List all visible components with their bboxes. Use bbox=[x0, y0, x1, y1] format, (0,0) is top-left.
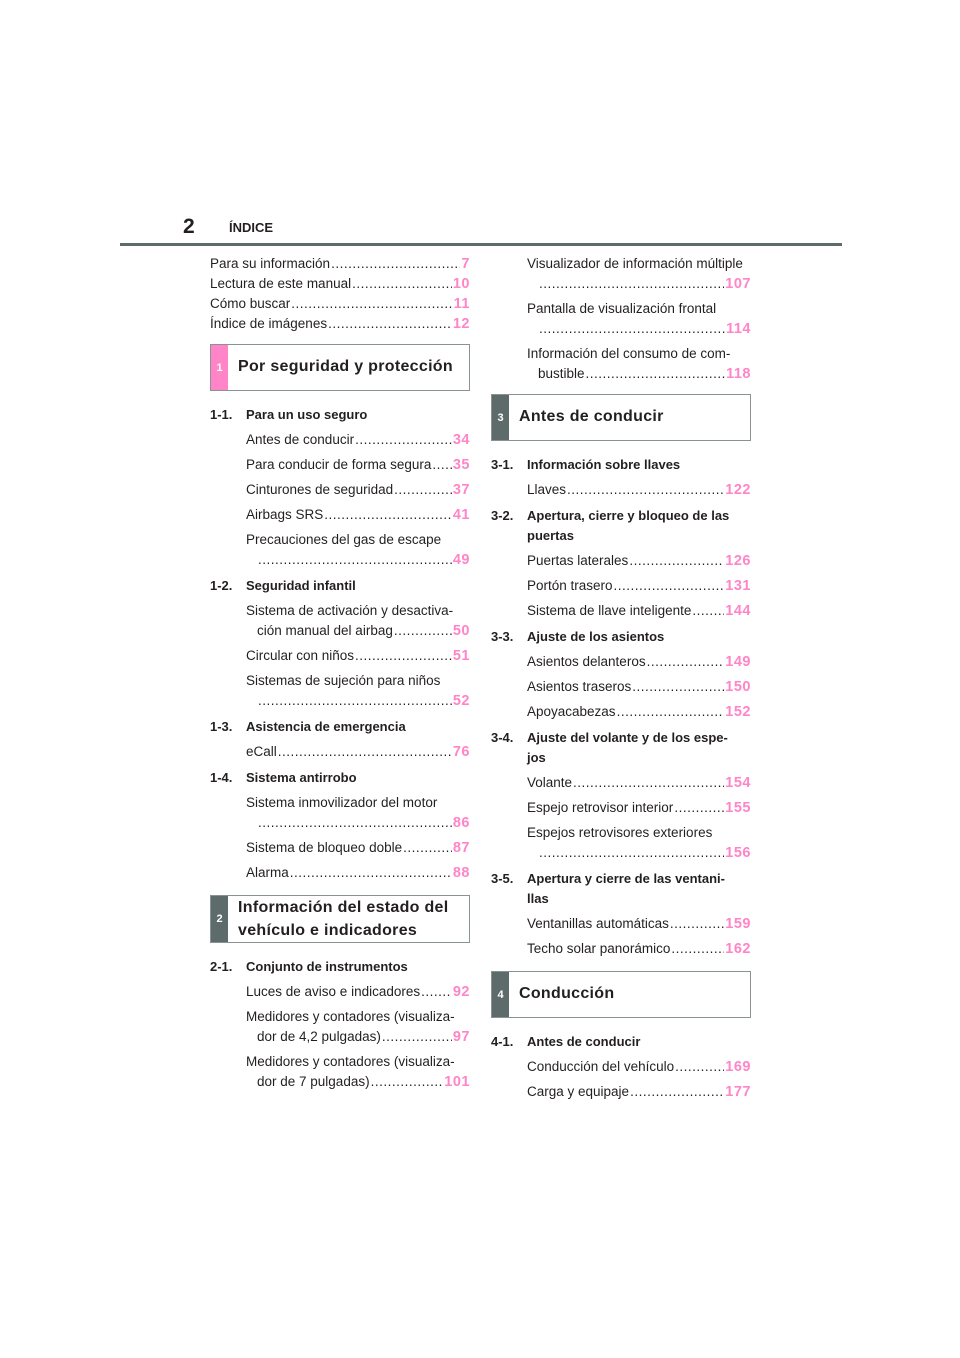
toc-entry[interactable] bbox=[210, 294, 470, 314]
toc-entry[interactable] bbox=[210, 742, 470, 762]
toc-page-number[interactable]: 118 bbox=[726, 366, 751, 382]
toc-entry[interactable] bbox=[491, 480, 751, 500]
toc-page-number[interactable]: 50 bbox=[452, 623, 470, 639]
toc-entry[interactable] bbox=[491, 652, 751, 672]
toc-entry[interactable] bbox=[491, 551, 751, 571]
toc-entry-label: Sistema de bloqueo doble bbox=[246, 840, 403, 855]
toc-entry-label: Pantalla de visualización frontal bbox=[527, 301, 717, 316]
leader-dots bbox=[629, 551, 724, 571]
toc-entry-label: Sistema de llave inteligente bbox=[527, 603, 692, 618]
chapter-title: Por seguridad y protección bbox=[238, 358, 453, 375]
section-number: 3-1. bbox=[491, 457, 514, 472]
leader-dots bbox=[674, 798, 724, 818]
toc-page-number[interactable]: 114 bbox=[726, 321, 751, 337]
section-heading[interactable] bbox=[210, 576, 470, 596]
toc-entry-label: Medidores y contadores (visualiza- bbox=[246, 1054, 455, 1069]
leader-dots bbox=[403, 838, 452, 858]
toc-entry[interactable] bbox=[210, 671, 470, 711]
toc-entry-label: Techo solar panorámico bbox=[527, 941, 671, 956]
toc-entry-label: Información del consumo de com- bbox=[527, 346, 731, 361]
toc-entry-label: Para conducir de forma segura bbox=[246, 457, 432, 472]
toc-entry-label: eCall bbox=[246, 744, 277, 759]
toc-entry[interactable] bbox=[491, 773, 751, 793]
leader-dots bbox=[567, 480, 724, 500]
toc-entry-label: Alarma bbox=[246, 865, 289, 880]
toc-entry-label: Asientos delanteros bbox=[527, 654, 646, 669]
section-number: 3-2. bbox=[491, 508, 514, 523]
section-title: Ajuste del volante y de los espe- jos bbox=[527, 730, 728, 765]
toc-entry[interactable] bbox=[210, 601, 470, 641]
toc-entry[interactable] bbox=[210, 314, 470, 334]
toc-page-number[interactable]: 107 bbox=[725, 276, 751, 292]
leader-dots bbox=[355, 430, 452, 450]
section-heading[interactable] bbox=[491, 869, 751, 909]
section-heading[interactable] bbox=[210, 768, 470, 788]
toc-entry-label: Airbags SRS bbox=[246, 507, 324, 522]
section-heading[interactable] bbox=[210, 717, 470, 737]
section-number: 2-1. bbox=[210, 959, 233, 974]
toc-page-number[interactable]: 131 bbox=[725, 578, 751, 594]
section-number: 3-4. bbox=[491, 730, 514, 745]
chapter-heading[interactable] bbox=[210, 344, 470, 391]
section-title: Sistema antirrobo bbox=[246, 770, 357, 785]
section-title: Para un uso seguro bbox=[246, 407, 368, 422]
section-number: 1-3. bbox=[210, 719, 233, 734]
toc-entry[interactable] bbox=[491, 702, 751, 722]
leader-dots bbox=[352, 274, 452, 294]
toc-page-number[interactable]: 126 bbox=[725, 553, 751, 569]
toc-entry[interactable] bbox=[210, 1052, 470, 1092]
toc-entry[interactable] bbox=[210, 530, 470, 570]
section-title: Información sobre llaves bbox=[527, 457, 681, 472]
toc-entry[interactable] bbox=[491, 601, 751, 621]
toc-page-number[interactable]: 101 bbox=[444, 1074, 470, 1090]
toc-page-number[interactable]: 87 bbox=[452, 840, 470, 856]
page-header-title: ÍNDICE bbox=[229, 220, 274, 235]
leader-dots bbox=[630, 1082, 724, 1102]
chapter-number-tab: 1 bbox=[211, 345, 228, 390]
chapter-number-tab: 3 bbox=[492, 395, 509, 440]
toc-page-number[interactable]: 10 bbox=[452, 276, 470, 292]
section-heading[interactable] bbox=[491, 627, 751, 647]
toc-page-number[interactable]: 41 bbox=[452, 507, 470, 523]
toc-page-number[interactable]: 49 bbox=[452, 552, 470, 568]
leader-dots bbox=[371, 1072, 444, 1092]
chapter-number-tab: 4 bbox=[492, 972, 509, 1017]
toc-entry-label: Índice de imágenes bbox=[210, 316, 328, 331]
section-title: Ajuste de los asientos bbox=[527, 629, 665, 644]
toc-entry[interactable] bbox=[210, 505, 470, 525]
toc-entry[interactable] bbox=[491, 798, 751, 818]
toc-page-number[interactable]: 7 bbox=[461, 256, 470, 272]
toc-entry-label: Cinturones de seguridad bbox=[246, 482, 394, 497]
section-heading[interactable] bbox=[491, 455, 751, 475]
section-heading[interactable] bbox=[210, 957, 470, 977]
leader-dots bbox=[617, 702, 725, 722]
toc-entry-label: Para su información bbox=[210, 256, 331, 271]
toc-page-number[interactable]: 35 bbox=[452, 457, 470, 473]
toc-entry-label: Espejos retrovisores exteriores bbox=[527, 825, 713, 840]
toc-entry-label: Llaves bbox=[527, 482, 567, 497]
toc-page-number[interactable]: 144 bbox=[725, 603, 751, 619]
section-title: Apertura, cierre y bloqueo de las puertas bbox=[527, 508, 730, 543]
section-heading[interactable] bbox=[491, 506, 751, 546]
leader-dots bbox=[355, 646, 452, 666]
section-number: 1-1. bbox=[210, 407, 233, 422]
toc-entry-label: Sistema inmovilizador del motor bbox=[246, 795, 438, 810]
toc-page-number[interactable]: 34 bbox=[452, 432, 470, 448]
toc-entry[interactable] bbox=[210, 793, 470, 833]
toc-page-number[interactable]: 97 bbox=[452, 1029, 470, 1045]
section-heading[interactable] bbox=[491, 1032, 751, 1052]
toc-page-number[interactable]: 88 bbox=[452, 865, 470, 881]
leader-dots bbox=[586, 364, 726, 384]
leader-dots bbox=[290, 863, 452, 883]
leader-dots bbox=[670, 914, 724, 934]
toc-entry[interactable] bbox=[491, 1057, 751, 1077]
toc-page-number[interactable]: 12 bbox=[452, 316, 470, 332]
toc-page-number[interactable]: 51 bbox=[452, 648, 470, 664]
toc-entry[interactable] bbox=[210, 646, 470, 666]
toc-entry[interactable] bbox=[210, 838, 470, 858]
leader-dots bbox=[539, 274, 724, 294]
leader-dots bbox=[258, 550, 452, 570]
leader-dots bbox=[647, 652, 725, 672]
toc-page-number[interactable]: 92 bbox=[452, 984, 470, 1000]
toc-entry[interactable] bbox=[210, 480, 470, 500]
chapter-heading[interactable] bbox=[491, 394, 751, 441]
section-number: 1-4. bbox=[210, 770, 233, 785]
leader-dots bbox=[632, 677, 724, 697]
toc-entry-label: Espejo retrovisor interior bbox=[527, 800, 674, 815]
toc-entry-label: Sistema de activación y desactiva- bbox=[246, 603, 454, 618]
toc-entry-label: Antes de conducir bbox=[246, 432, 355, 447]
toc-entry-label: Lectura de este manual bbox=[210, 276, 352, 291]
leader-dots bbox=[324, 505, 452, 525]
toc-page-number[interactable]: 11 bbox=[453, 296, 470, 312]
toc-entry[interactable] bbox=[210, 254, 470, 274]
toc-entry-label: Volante bbox=[527, 775, 573, 790]
leader-dots bbox=[328, 314, 452, 334]
toc-entry-label-cont: dor de 7 pulgadas) bbox=[257, 1074, 370, 1089]
toc-entry[interactable] bbox=[491, 823, 751, 863]
section-title: Antes de conducir bbox=[527, 1034, 641, 1049]
toc-right-column bbox=[491, 254, 751, 1102]
chapter-title: Antes de conducir bbox=[519, 408, 664, 425]
leader-dots bbox=[539, 319, 725, 339]
toc-page-number[interactable]: 177 bbox=[725, 1084, 751, 1100]
toc-entry[interactable] bbox=[210, 274, 470, 294]
section-number: 4-1. bbox=[491, 1034, 514, 1049]
leader-dots bbox=[258, 691, 452, 711]
toc-entry-label: Asientos traseros bbox=[527, 679, 632, 694]
section-title: Asistencia de emergencia bbox=[246, 719, 406, 734]
toc-entry-label: Precauciones del gas de escape bbox=[246, 532, 442, 547]
toc-page-number[interactable]: 159 bbox=[725, 916, 751, 932]
leader-dots bbox=[382, 1027, 452, 1047]
toc-entry[interactable] bbox=[491, 344, 751, 384]
toc-page-number[interactable]: 150 bbox=[725, 679, 751, 695]
section-number: 3-5. bbox=[491, 871, 514, 886]
chapter-number-tab: 2 bbox=[211, 896, 228, 942]
chapter-title: Información del estado del vehículo e indicadores bbox=[238, 899, 449, 939]
toc-entry[interactable] bbox=[210, 430, 470, 450]
toc-page-number[interactable]: 122 bbox=[725, 482, 751, 498]
toc-entry-label: Sistemas de sujeción para niños bbox=[246, 673, 441, 688]
toc-entry[interactable] bbox=[491, 939, 751, 959]
page-number: 2 bbox=[183, 215, 195, 238]
toc-entry[interactable] bbox=[491, 299, 751, 339]
toc-entry[interactable] bbox=[491, 914, 751, 934]
toc-entry-label: Apoyacabezas bbox=[527, 704, 616, 719]
section-title: Seguridad infantil bbox=[246, 578, 356, 593]
toc-page-number[interactable]: 162 bbox=[725, 941, 751, 957]
toc-entry-label: Portón trasero bbox=[527, 578, 613, 593]
toc-entry-label: Conducción del vehículo bbox=[527, 1059, 675, 1074]
leader-dots bbox=[539, 843, 724, 863]
leader-dots bbox=[394, 621, 452, 641]
toc-entry-label: Luces de aviso e indicadores bbox=[246, 984, 421, 999]
toc-page-number[interactable]: 156 bbox=[725, 845, 751, 861]
toc-entry-label: Cómo buscar bbox=[210, 296, 291, 311]
toc-entry[interactable] bbox=[491, 1082, 751, 1102]
toc-page-number[interactable]: 155 bbox=[725, 800, 751, 816]
toc-page-number[interactable]: 76 bbox=[452, 744, 470, 760]
toc-page-number[interactable]: 154 bbox=[725, 775, 751, 791]
section-number: 1-2. bbox=[210, 578, 233, 593]
toc-page-number[interactable]: 169 bbox=[725, 1059, 751, 1075]
toc-page-number[interactable]: 149 bbox=[725, 654, 751, 670]
toc-entry-label-cont: dor de 4,2 pulgadas) bbox=[257, 1029, 381, 1044]
toc-entry-label: Medidores y contadores (visualiza- bbox=[246, 1009, 455, 1024]
toc-entry[interactable] bbox=[491, 677, 751, 697]
leader-dots bbox=[421, 982, 452, 1002]
toc-entry[interactable] bbox=[210, 1007, 470, 1047]
toc-page-number[interactable]: 152 bbox=[725, 704, 751, 720]
leader-dots bbox=[278, 742, 452, 762]
toc-entry-label: Visualizador de información múltiple bbox=[527, 256, 743, 271]
chapter-heading[interactable] bbox=[491, 971, 751, 1018]
chapter-title: Conducción bbox=[519, 985, 615, 1002]
toc-page-number[interactable]: 52 bbox=[452, 693, 470, 709]
leader-dots bbox=[573, 773, 724, 793]
toc-page-number[interactable]: 37 bbox=[452, 482, 470, 498]
toc-entry-label: Puertas laterales bbox=[527, 553, 629, 568]
section-heading[interactable] bbox=[210, 405, 470, 425]
toc-entry-label: Carga y equipaje bbox=[527, 1084, 630, 1099]
leader-dots bbox=[258, 813, 452, 833]
header-divider bbox=[120, 243, 842, 246]
leader-dots bbox=[291, 294, 452, 314]
toc-entry-label-cont: ción manual del airbag bbox=[257, 623, 393, 638]
toc-left-column bbox=[210, 254, 470, 1092]
section-title: Apertura y cierre de las ventani- llas bbox=[527, 871, 725, 906]
toc-entry[interactable] bbox=[210, 863, 470, 883]
toc-entry[interactable] bbox=[491, 576, 751, 596]
toc-entry-label: Circular con niños bbox=[246, 648, 355, 663]
section-title: Conjunto de instrumentos bbox=[246, 959, 408, 974]
section-number: 3-3. bbox=[491, 629, 514, 644]
leader-dots bbox=[671, 939, 724, 959]
leader-dots bbox=[432, 455, 452, 475]
toc-entry[interactable] bbox=[491, 254, 751, 294]
leader-dots bbox=[675, 1057, 724, 1077]
chapter-heading[interactable] bbox=[210, 895, 470, 943]
leader-dots bbox=[692, 601, 724, 621]
toc-entry[interactable] bbox=[210, 982, 470, 1002]
toc-entry-label-cont: bustible bbox=[538, 366, 585, 381]
leader-dots bbox=[394, 480, 452, 500]
leader-dots bbox=[331, 254, 460, 274]
toc-entry-label: Ventanillas automáticas bbox=[527, 916, 669, 931]
toc-page-number[interactable]: 86 bbox=[452, 815, 470, 831]
section-heading[interactable] bbox=[491, 728, 751, 768]
toc-entry[interactable] bbox=[210, 455, 470, 475]
leader-dots bbox=[614, 576, 725, 596]
